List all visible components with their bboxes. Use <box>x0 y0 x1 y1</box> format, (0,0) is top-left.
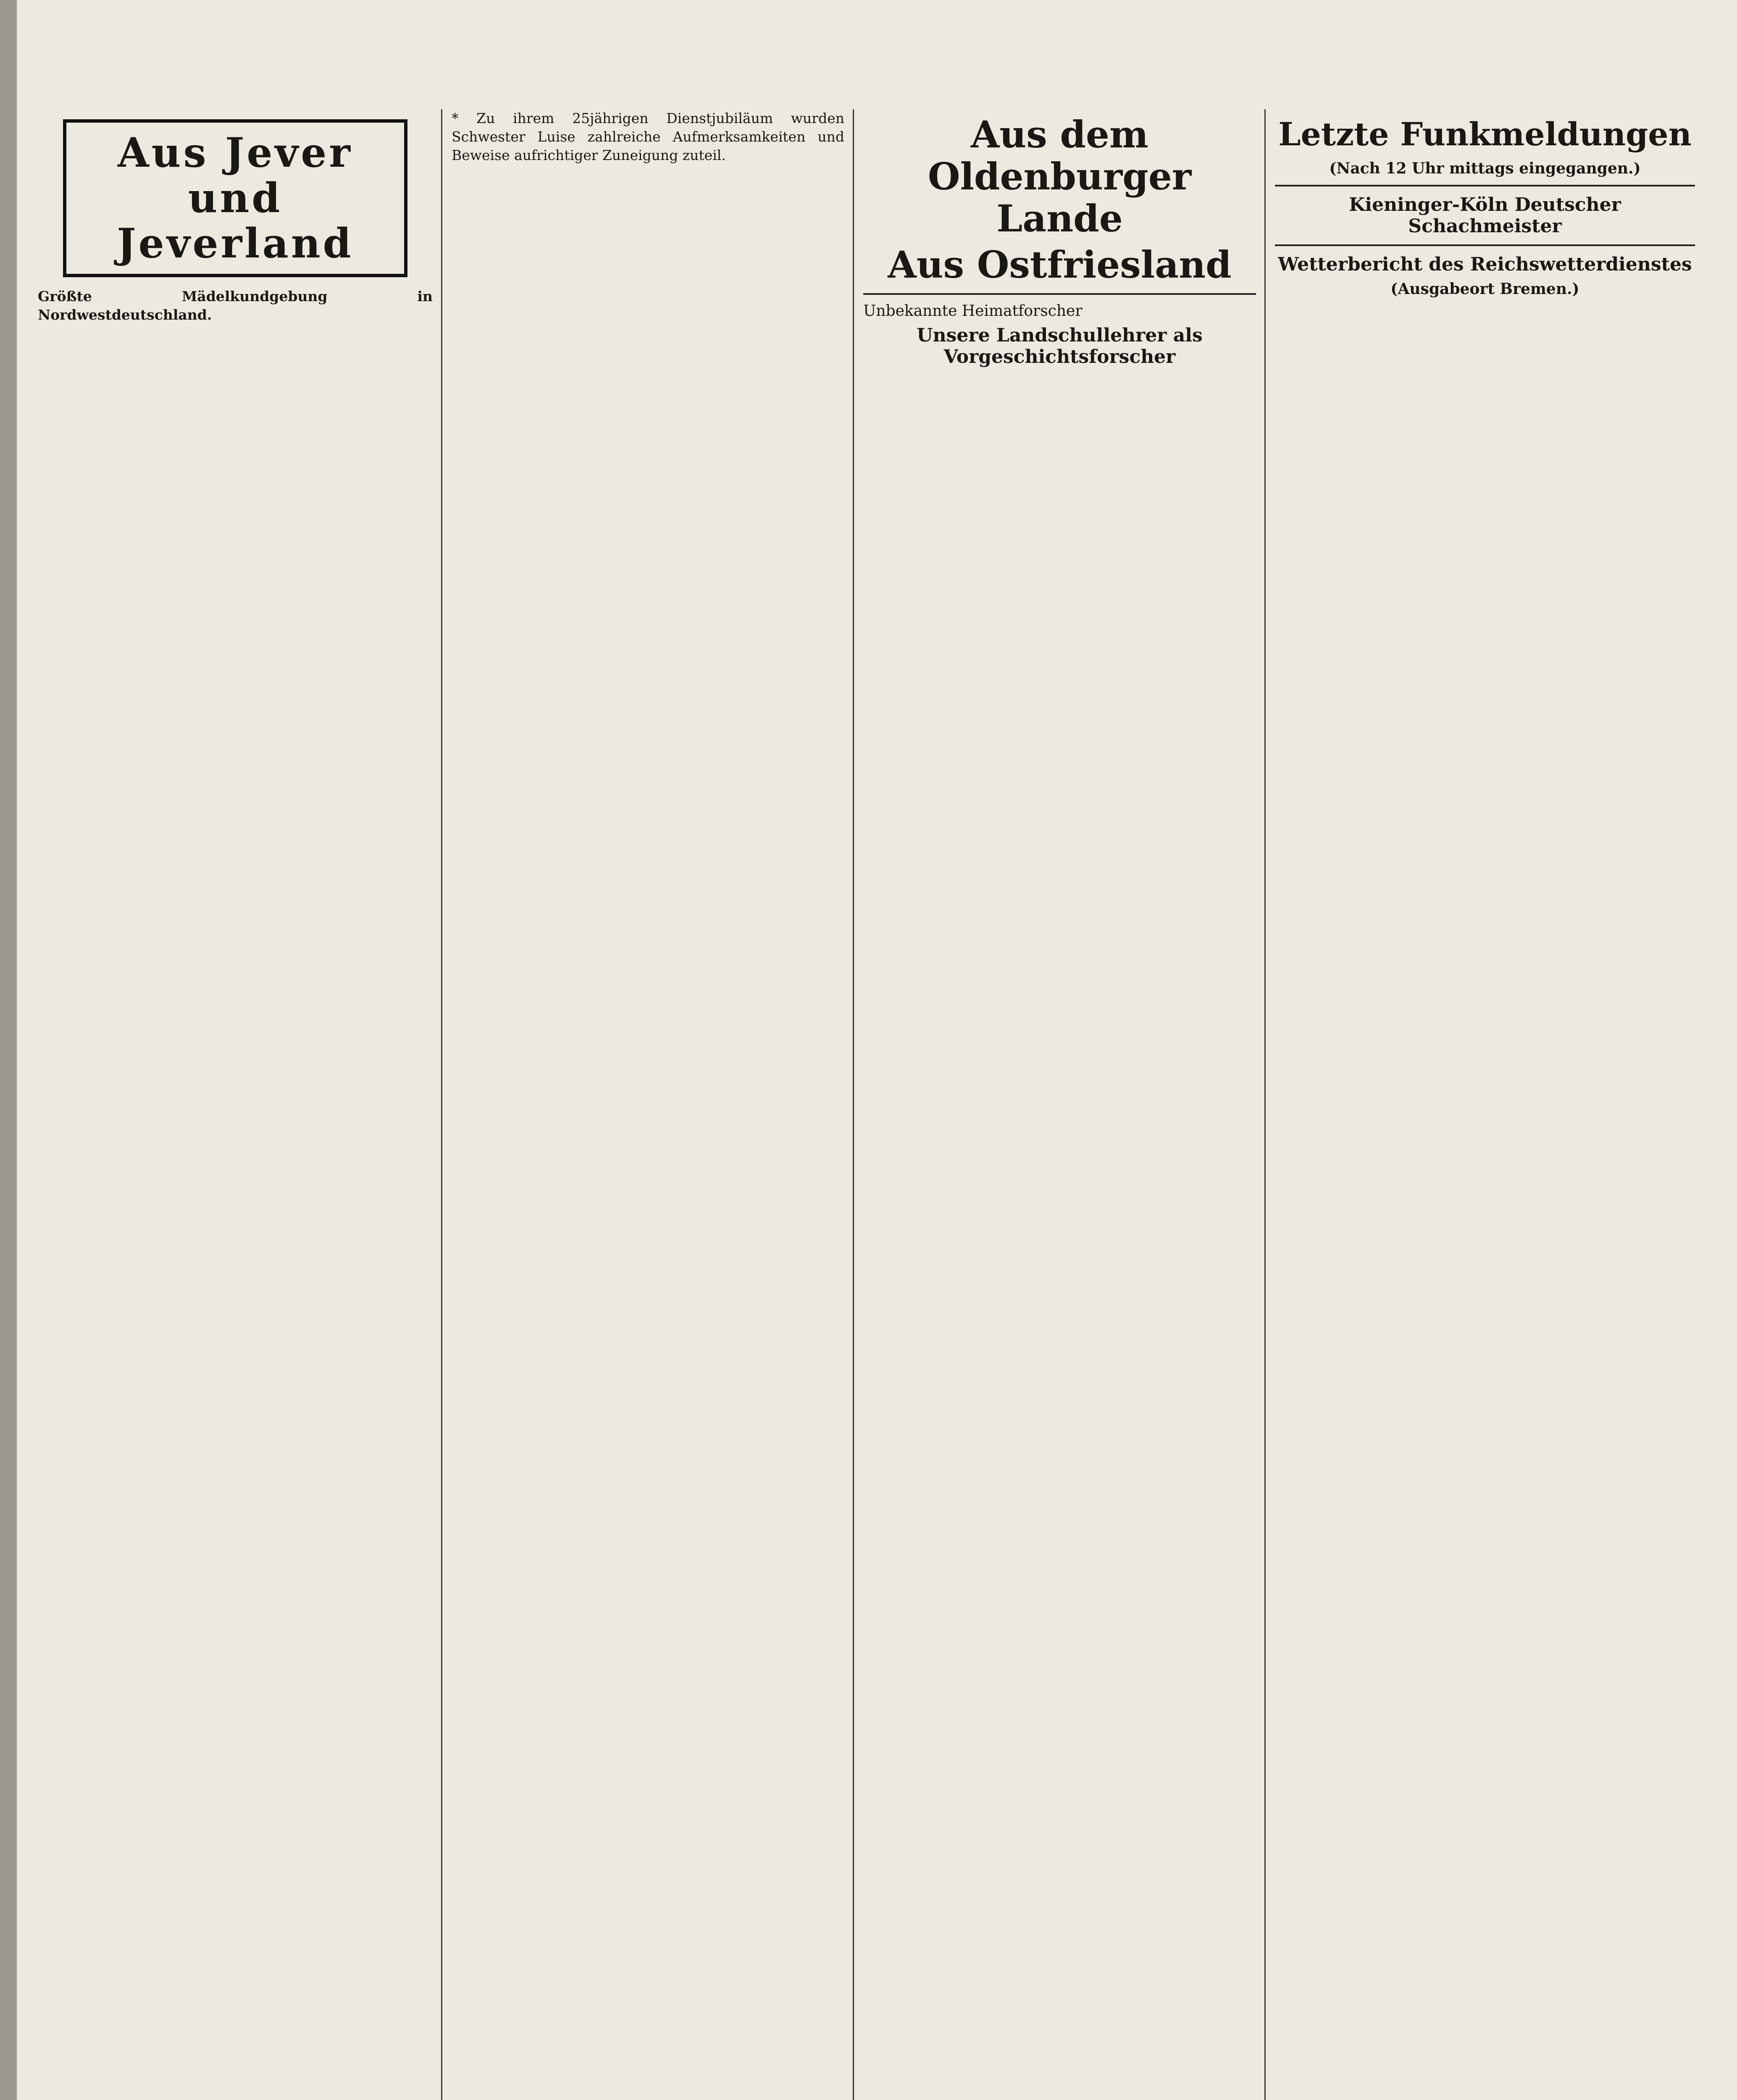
section-heading-jever <box>63 119 407 277</box>
column-2 <box>452 109 844 2100</box>
col1-paragraph-1: Größte Mädelkundgebung in Nordwestdeutschland. <box>38 288 433 323</box>
column-4 <box>1275 109 1695 2100</box>
subheading: (Ausgabeort Bremen.) <box>1390 280 1579 298</box>
col2-paragraph-1: * Zu ihrem 25jährigen Dienstjubiläum wurden Schwester Luise zahlreiche Aufmerksamkeiten und Beweise aufrichtiger Zuneigung zuteil. <box>452 110 844 163</box>
column-rule <box>853 109 854 2100</box>
heading-wetterbericht: Wetterbericht des Reichswetterdienstes <box>1278 254 1692 275</box>
column-3 <box>863 109 1256 2100</box>
heading-funkmeldungen: Letzte Funkmeldungen <box>1278 116 1692 153</box>
divider <box>1275 244 1695 246</box>
heading-landschullehrer: Unsere Landschullehrer als Vorgeschichtsforscher <box>917 325 1203 368</box>
section-title-line2: und Jeverland <box>117 174 354 267</box>
divider <box>1275 185 1695 186</box>
heading-oldenburger-lande: Aus dem Oldenburger Lande <box>928 113 1192 240</box>
newspaper-page <box>38 109 1701 2100</box>
column-rule <box>1264 109 1266 2100</box>
column-rule <box>441 109 442 2100</box>
section-title-line1: Aus Jever <box>118 129 353 176</box>
divider <box>863 293 1256 295</box>
scan-edge <box>0 0 17 2100</box>
heading-ostfriesland: Aus Ostfriesland <box>888 243 1232 286</box>
column-1 <box>38 109 433 2100</box>
subheading: (Nach 12 Uhr mittags eingegangen.) <box>1329 160 1641 177</box>
heading-schachmeister: Kieninger-Köln Deutscher Schachmeister <box>1349 194 1621 237</box>
subheading: Unbekannte Heimatforscher <box>863 302 1083 320</box>
